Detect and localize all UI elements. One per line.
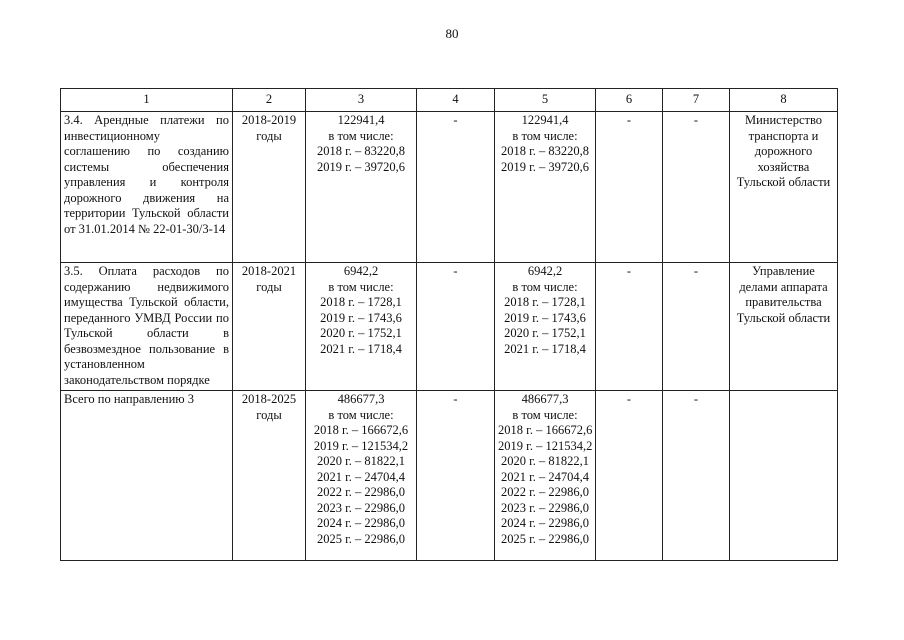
amount-regional-line: 486677,3: [521, 392, 569, 406]
amount-total-line: 2020 г. – 81822,1: [316, 454, 406, 468]
amount-regional-line: в том числе:: [512, 128, 578, 143]
amount-total: [306, 263, 417, 391]
amount-regional-line: 2020 г. – 81822,1: [500, 454, 590, 468]
responsible-body: [730, 391, 838, 561]
header-col-8: 8: [730, 89, 838, 112]
amount-total-line: 2018 г. – 166672,6: [313, 423, 409, 437]
amount-total-line: 2021 г. – 1718,4: [320, 341, 402, 356]
amount-total-line: 2020 г. – 1752,1: [320, 326, 402, 340]
header-col-6: 6: [596, 89, 663, 112]
header-col-4: 4: [417, 89, 495, 112]
col7-value: -: [663, 391, 730, 561]
amount-total-line: 2025 г. – 22986,0: [316, 531, 406, 546]
responsible-body: Управление делами аппарата правительства Тульской области: [730, 263, 838, 391]
budget-table: [60, 88, 838, 561]
activity-name: 3.4. Арендные платежи по инвестиционному соглашению по созданию системы обеспечения управления и контроля дорожного движения на территории Тульской области от 31.01.2014 № 22-01-30/3-14: [61, 112, 233, 263]
col4-value: -: [417, 391, 495, 561]
period: 2018-2025 годы: [233, 391, 306, 561]
col6-value: -: [596, 391, 663, 561]
amount-regional-line: в том числе:: [512, 407, 578, 422]
amount-total-line: в том числе:: [328, 128, 394, 143]
amount-regional-line: 2019 г. – 39720,6: [500, 159, 590, 174]
amount-regional: [495, 263, 596, 391]
amount-total-line: 2023 г. – 22986,0: [316, 500, 406, 515]
amount-regional-line: 122941,4: [521, 113, 569, 127]
table-row: [61, 263, 838, 391]
amount-total-line: 2024 г. – 22986,0: [316, 516, 406, 530]
amount-total-line: 6942,2: [343, 264, 379, 278]
activity-name: 3.5. Оплата расходов по содержанию недвижимого имущества Тульской области, переданного УМВД России по Тульской области в безвозмездное пользование в установленном законодательством порядке: [61, 263, 233, 391]
amount-regional-line: 2024 г. – 22986,0: [500, 516, 590, 530]
amount-total-line: 2019 г. – 121534,2: [313, 438, 409, 453]
amount-regional-line: 2023 г. – 22986,0: [500, 500, 590, 515]
amount-regional: [495, 391, 596, 561]
responsible-body: Министерство транспорта и дорожного хозяйства Тульской области: [730, 112, 838, 263]
amount-regional-line: 2018 г. – 166672,6: [498, 423, 593, 437]
header-col-3: 3: [306, 89, 417, 112]
amount-total-line: 486677,3: [337, 392, 385, 406]
amount-total-line: 2021 г. – 24704,4: [316, 469, 406, 484]
header-col-1: 1: [61, 89, 233, 112]
col4-value: -: [417, 112, 495, 263]
amount-total-line: 2018 г. – 83220,8: [316, 144, 406, 158]
col4-value: -: [417, 263, 495, 391]
amount-total-line: 122941,4: [337, 113, 385, 127]
page-number: 80: [445, 26, 459, 41]
table-row: [61, 391, 838, 561]
amount-total-line: в том числе:: [328, 279, 394, 294]
amount-total-line: 2019 г. – 39720,6: [316, 159, 406, 174]
period: 2018-2021 годы: [233, 263, 306, 391]
amount-total-line: в том числе:: [328, 407, 394, 422]
amount-regional-line: 6942,2: [527, 264, 563, 278]
amount-total-line: 2018 г. – 1728,1: [320, 295, 402, 309]
amount-regional-line: 2018 г. – 1728,1: [504, 295, 586, 309]
amount-regional: [495, 112, 596, 263]
col7-value: -: [663, 112, 730, 263]
activity-name: Всего по направлению 3: [61, 391, 233, 561]
amount-regional-line: 2019 г. – 121534,2: [498, 438, 593, 453]
amount-total-line: 2019 г. – 1743,6: [320, 310, 402, 325]
amount-total-line: 2022 г. – 22986,0: [316, 485, 406, 499]
amount-regional-line: 2022 г. – 22986,0: [500, 485, 590, 499]
header-col-7: 7: [663, 89, 730, 112]
amount-regional-line: 2025 г. – 22986,0: [500, 531, 590, 546]
period: 2018-2019 годы: [233, 112, 306, 263]
amount-regional-line: 2020 г. – 1752,1: [504, 326, 586, 340]
amount-regional-line: в том числе:: [512, 279, 578, 294]
amount-total: [306, 391, 417, 561]
col6-value: -: [596, 263, 663, 391]
header-col-2: 2: [233, 89, 306, 112]
col6-value: -: [596, 112, 663, 263]
header-col-5: 5: [495, 89, 596, 112]
amount-regional-line: 2021 г. – 24704,4: [500, 469, 590, 484]
amount-regional-line: 2019 г. – 1743,6: [504, 310, 586, 325]
amount-regional-line: 2018 г. – 83220,8: [500, 144, 590, 158]
header-row: [61, 89, 838, 112]
table-row: [61, 112, 838, 263]
amount-total: [306, 112, 417, 263]
amount-regional-line: 2021 г. – 1718,4: [504, 341, 586, 356]
col7-value: -: [663, 263, 730, 391]
